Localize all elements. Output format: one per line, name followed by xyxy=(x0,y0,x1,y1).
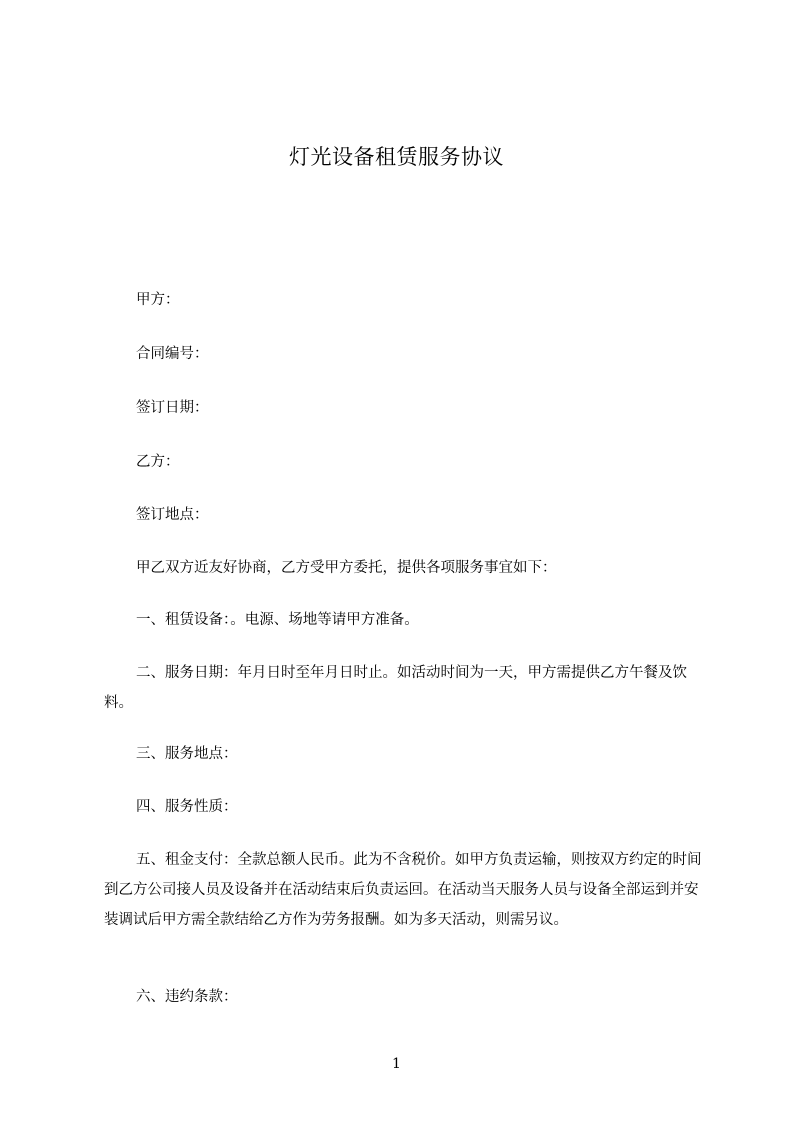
clause-rental-equipment: 一、租赁设备：。电源、场地等请甲方准备。 xyxy=(136,612,419,628)
sign-date-field: 签订日期： xyxy=(136,400,209,416)
document-title: 灯光设备租赁服务协议 xyxy=(289,145,504,169)
clause-rent-payment: 五、租金支付：全款总额人民币。此为不含税价。如甲方负责运输，则按双方约定的时间到乙方公司接人员及设备并在活动结束后负责运回。在活动当天服务人员与设备全部运到并安装调试后甲方需全款结给乙方作为劳务报酬。如为多天活动，则需另议。 xyxy=(104,852,702,928)
party-a-field: 甲方： xyxy=(136,292,180,308)
clause-service-location: 三、服务地点： xyxy=(136,746,238,762)
clause-breach: 六、违约条款： xyxy=(136,989,238,1005)
page-number: 1 xyxy=(392,1056,401,1072)
clause-service-nature: 四、服务性质： xyxy=(136,799,238,815)
intro-paragraph: 甲乙双方近友好协商，乙方受甲方委托，提供各项服务事宜如下： xyxy=(136,560,557,576)
sign-place-field: 签订地点： xyxy=(136,507,209,523)
party-b-field: 乙方： xyxy=(136,454,180,470)
clause-service-date: 二、服务日期：年月日时至年月日时止。如活动时间为一天，甲方需提供乙方午餐及饮料。 xyxy=(104,665,687,711)
contract-number-field: 合同编号： xyxy=(136,346,209,362)
